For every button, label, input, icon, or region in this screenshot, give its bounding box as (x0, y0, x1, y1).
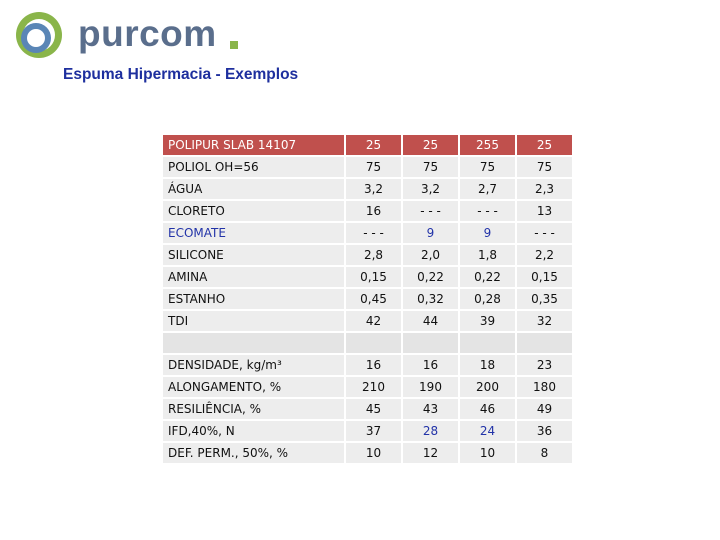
table-row (163, 179, 572, 199)
table-cell: 23 (517, 355, 572, 375)
table-cell: 2,7 (460, 179, 515, 199)
table-row (163, 311, 572, 331)
table-header-row (163, 135, 572, 155)
table-cell: 0,35 (517, 289, 572, 309)
table-cell (346, 333, 401, 353)
table-cell: 75 (346, 157, 401, 177)
table-cell: 255 (460, 135, 515, 155)
table-cell: 18 (460, 355, 515, 375)
table-cell: 8 (517, 443, 572, 463)
brand-name: purcom (78, 13, 217, 54)
table-cell: 3,2 (346, 179, 401, 199)
table-cell: 0,22 (403, 267, 458, 287)
table-cell: 49 (517, 399, 572, 419)
table-cell: 46 (460, 399, 515, 419)
table-cell: 75 (460, 157, 515, 177)
row-label: POLIPUR SLAB 14107 (163, 135, 344, 155)
table-cell (517, 333, 572, 353)
table-cell: - - - (403, 201, 458, 221)
table-cell: 190 (403, 377, 458, 397)
row-label: ESTANHO (163, 289, 344, 309)
foam-formulation-table (161, 133, 574, 465)
row-label: CLORETO (163, 201, 344, 221)
table-cell: 16 (346, 355, 401, 375)
table-cell: 2,2 (517, 245, 572, 265)
table-cell: 1,8 (460, 245, 515, 265)
purcom-logo-icon (12, 6, 72, 62)
table-cell: 37 (346, 421, 401, 441)
row-label: IFD,40%, N (163, 421, 344, 441)
table-row (163, 157, 572, 177)
row-label: ÁGUA (163, 179, 344, 199)
row-label: POLIOL OH=56 (163, 157, 344, 177)
table-row (163, 223, 572, 243)
table-cell: - - - (460, 201, 515, 221)
table-cell: 0,32 (403, 289, 458, 309)
row-label: TDI (163, 311, 344, 331)
table-cell: 0,28 (460, 289, 515, 309)
table-row (163, 421, 572, 441)
table-row (163, 267, 572, 287)
table-cell: - - - (517, 223, 572, 243)
table-cell: 45 (346, 399, 401, 419)
table-cell: 10 (346, 443, 401, 463)
row-label: ECOMATE (163, 223, 344, 243)
table-cell: 44 (403, 311, 458, 331)
table-cell: 10 (460, 443, 515, 463)
table-row (163, 377, 572, 397)
table-cell: 0,15 (346, 267, 401, 287)
page-title: Espuma Hipermacia - Exemplos (63, 66, 299, 83)
table-cell: 13 (517, 201, 572, 221)
table-cell: 16 (403, 355, 458, 375)
row-label: RESILIÊNCIA, % (163, 399, 344, 419)
table-cell: 200 (460, 377, 515, 397)
row-label: SILICONE (163, 245, 344, 265)
table-row (163, 399, 572, 419)
brand-dot (230, 41, 238, 49)
table-row (163, 201, 572, 221)
table-cell: 210 (346, 377, 401, 397)
table-cell: 0,22 (460, 267, 515, 287)
row-label: AMINA (163, 267, 344, 287)
table-cell: 36 (517, 421, 572, 441)
table-row (163, 355, 572, 375)
table-row (163, 333, 572, 353)
table-cell: 25 (346, 135, 401, 155)
table-cell: 2,3 (517, 179, 572, 199)
row-label (163, 333, 344, 353)
table-cell (460, 333, 515, 353)
table-row (163, 443, 572, 463)
table-cell: 25 (517, 135, 572, 155)
table-cell: - - - (346, 223, 401, 243)
table-cell: 28 (403, 421, 458, 441)
table-cell: 9 (403, 223, 458, 243)
table-cell: 32 (517, 311, 572, 331)
row-label: DENSIDADE, kg/m³ (163, 355, 344, 375)
table-cell: 180 (517, 377, 572, 397)
table-row (163, 245, 572, 265)
table-row (163, 289, 572, 309)
table-cell: 9 (460, 223, 515, 243)
table-cell (403, 333, 458, 353)
table-cell: 75 (403, 157, 458, 177)
table-cell: 0,15 (517, 267, 572, 287)
table-cell: 12 (403, 443, 458, 463)
table-cell: 3,2 (403, 179, 458, 199)
table-cell: 39 (460, 311, 515, 331)
row-label: ALONGAMENTO, % (163, 377, 344, 397)
table-cell: 2,0 (403, 245, 458, 265)
table-cell: 25 (403, 135, 458, 155)
table-cell: 24 (460, 421, 515, 441)
table-cell: 16 (346, 201, 401, 221)
purcom-logo (12, 6, 242, 62)
row-label: DEF. PERM., 50%, % (163, 443, 344, 463)
table-cell: 0,45 (346, 289, 401, 309)
table-cell: 2,8 (346, 245, 401, 265)
table-cell: 42 (346, 311, 401, 331)
table-cell: 43 (403, 399, 458, 419)
table-cell: 75 (517, 157, 572, 177)
